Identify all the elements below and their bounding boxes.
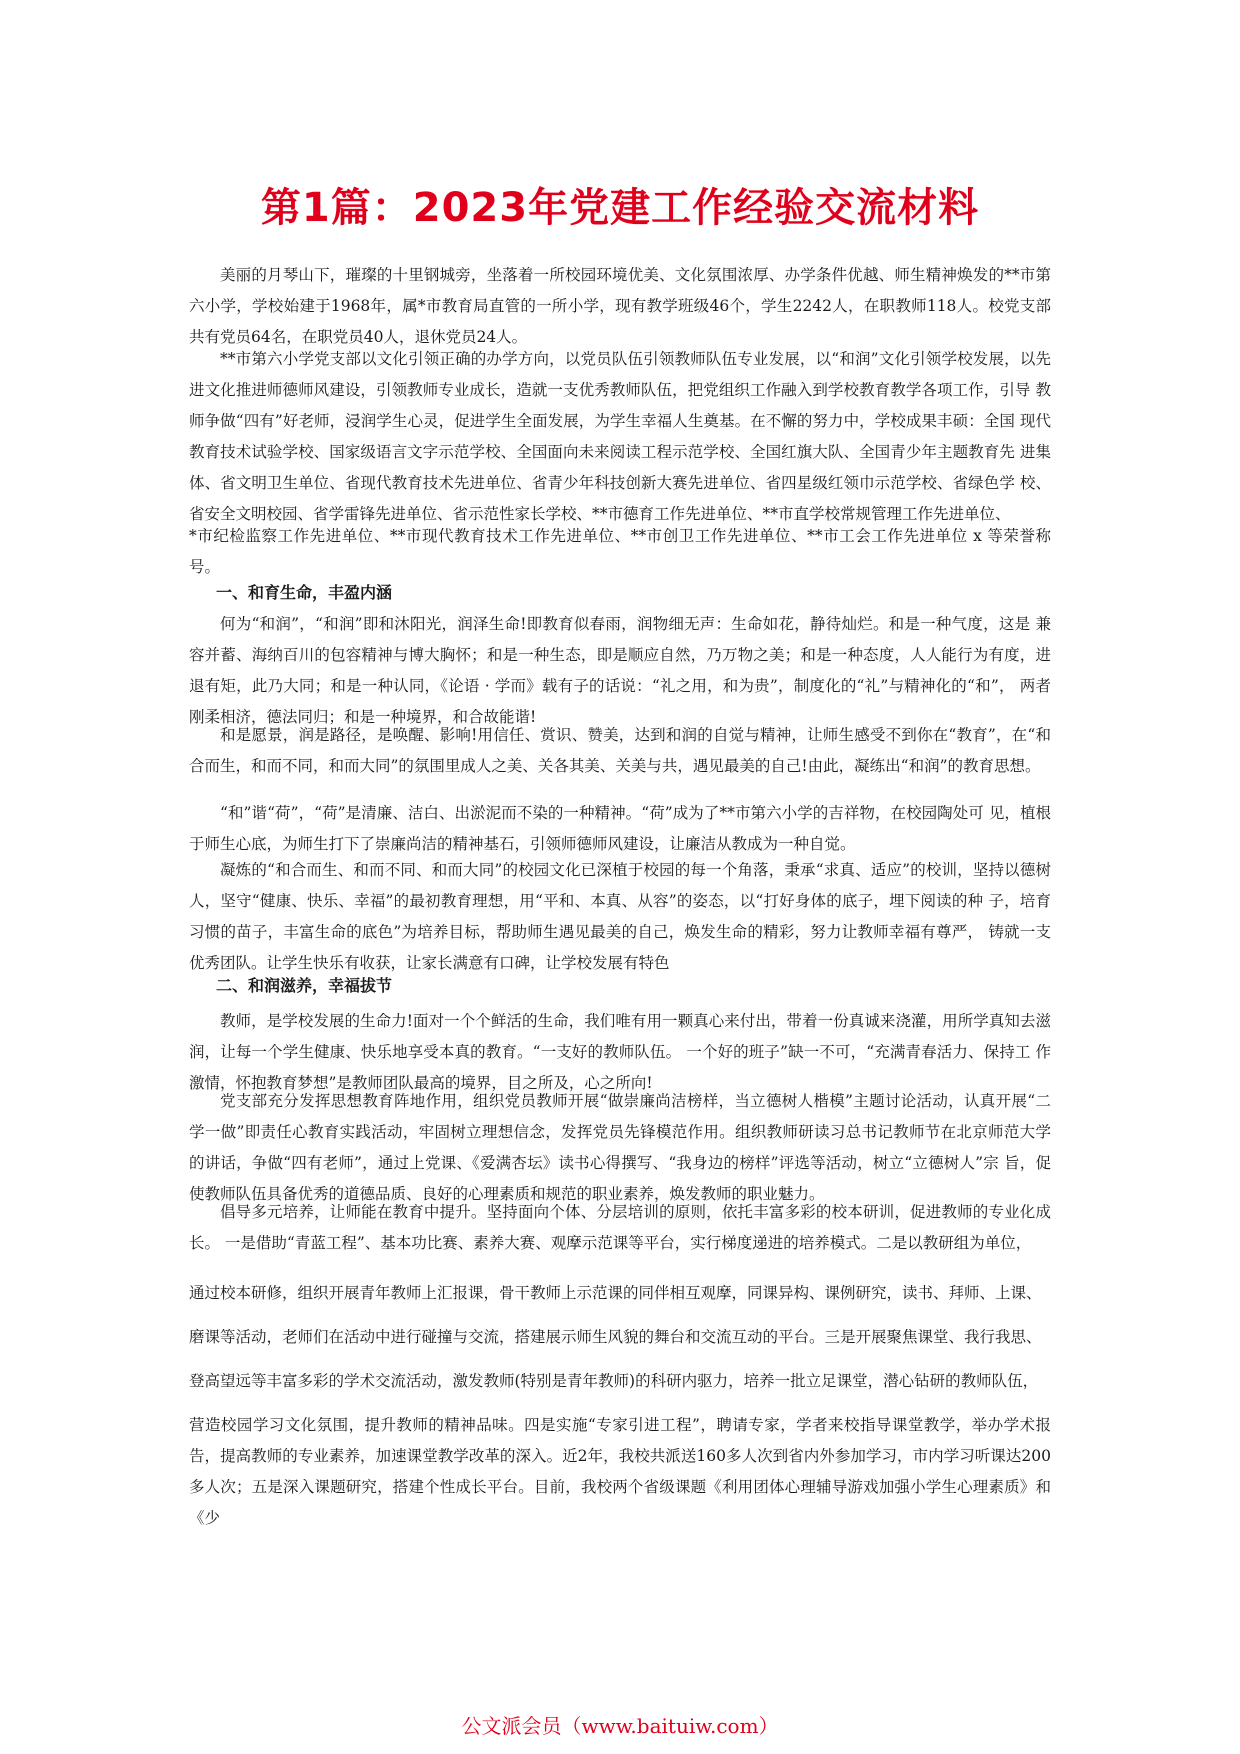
document-title: 第1篇：2023年党建工作经验交流材料 bbox=[260, 185, 980, 231]
paragraph-party-branch: 党支部充分发挥思想教育阵地作用，组织党员教师开展“做崇廉尚洁榜样，当立德树人楷模”主题讨论活动，认真开展“二 学一做”即责任心教育实践活动，牢固树立理想信念，发挥党员先锋模范作用。组织教师研读习总书记教师节在北京师范大学 的讲话，争做“四有老师”，通过上党课、《爱满杏坛》读书心得撰写、“我身边的榜样”评选等活动，树立“立德树人”宗 旨，促使教师队伍具备优秀的道德品质、良好的心理素质和规范的职业素养，焕发教师的职业魅力。 bbox=[189, 1092, 1051, 1203]
paragraph-training: 倡导多元培养，让师能在教育中提升。坚持面向个体、分层培训的原则，依托丰富多彩的校本研训，促进教师的专业化成 长。 一是借助“青蓝工程”、基本功比赛、素养大赛、观摩示范课等平台，实行梯度递进的培养模式。二是以教研组为单位， bbox=[189, 1203, 1051, 1252]
paragraph-herun-meaning: 何为“和润”，“和润”即和沐阳光，润泽生命!即教育似春雨，润物细无声：生命如花，静待灿烂。和是一种气度，这是 兼容并蓄、海纳百川的包容精神与博大胸怀；和是一种生态，即是顺应自然，乃万物之美；和是一种态度，人人能行为有度，进 退有矩，此乃大同；和是一种认同，《论语 · 学而》载有子的话说：“礼之用，和为贵”，制度化的“礼”与精神化的“和”， 两者刚柔相济，德法同归；和是一种境界，和合故能谐! bbox=[189, 615, 1051, 726]
paragraph-line-1: 通过校本研修，组织开展青年教师上汇报课，骨干教师上示范课的同伴相互观摩，同课异构、课例研究，读书、拜师、上课、 bbox=[189, 1284, 1042, 1302]
paragraph-experts: 营造校园学习文化氛围，提升教师的精神品味。四是实施“专家引进工程”，聘请专家，学者来校指导课堂教学，举办学术报告，提高教师的专业素养，加速课堂教学改革的深入。近2年，我校共派送160多人次到省内外参加学习，市内学习听课达200 多人次；五是深入课题研究，搭建个性成长平台。目前，我校两个省级课题《利用团体心理辅导游戏加强小学生心理素质》和《少 bbox=[189, 1416, 1051, 1527]
paragraph-lotus: “和”谐“荷”，“荷”是清廉、洁白、出淤泥而不染的一种精神。“荷”成为了**市第六小学的吉祥物，在校园陶处可 见，植根于师生心底，为师生打下了崇廉尚洁的精神基石，引领师德师风建设，让廉洁从教成为一种自觉。 bbox=[189, 804, 1051, 853]
paragraph-teachers: 教师，是学校发展的生命力!面对一个个鲜活的生命，我们唯有用一颗真心来付出，带着一份真诚来浇灌，用所学真知去滋 润，让每一个学生健康、快乐地享受本真的教育。“一支好的教师队伍。 一个好的班子”缺一不可，“充满青春活力、保持工 作激情，怀抱教育梦想”是教师团队最高的境界，目之所及，心之所向! bbox=[189, 1012, 1051, 1092]
paragraph-line-2: 磨课等活动，老师们在活动中进行碰撞与交流，搭建展示师生风貌的舞台和交流互动的平台。三是开展聚焦课堂、我行我思、 bbox=[189, 1328, 1042, 1346]
section-heading-1: 一、和育生命，丰盈内涵 bbox=[216, 583, 393, 602]
paragraph-line-3: 登高望远等丰富多彩的学术交流活动，激发教师(特别是青年教师)的科研内驱力，培养一批立足课堂，潜心钻研的教师队伍， bbox=[189, 1372, 1039, 1390]
paragraph-honors: *市纪检监察工作先进单位、**市现代教育技术工作先进单位、**市创卫工作先进单位、**市工会工作先进单位 x 等荣誉称号。 bbox=[189, 527, 1051, 576]
paragraph-achievements: **市第六小学党支部以文化引领正确的办学方向，以党员队伍引领教师队伍专业发展，以“和润”文化引领学校发展，以先进文化推进师德师风建设，引领教师专业成长，造就一支优秀教师队伍，把党组织工作融入到学校教育教学各项工作，引导 教师争做“四有”好老师，浸润学生心灵，促进学生全面发展，为学生幸福人生奠基。在不懈的努力中，学校成果丰硕：全国 现代教育技术试验学校、国家级语言文字示范学校、全国面向未来阅读工程示范学校、全国红旗大队、全国青少年主题教育先 进集体、省文明卫生单位、省现代教育技术先进单位、省青少年科技创新大赛先进单位、省四星级红领巾示范学校、省绿色学 校、省安全文明校园、省学雷锋先进单位、省示范性家长学校、**市德育工作先进单位、**市直学校常规管理工作先进单位、 bbox=[189, 350, 1051, 523]
footer-watermark: 公文派会员（www.baituiw.com） bbox=[461, 1714, 779, 1738]
paragraph-intro: 美丽的月琴山下，璀璨的十里钢城旁，坐落着一所校园环境优美、文化氛围浓厚、办学条件优越、师生精神焕发的**市第六小学，学校始建于1968年，属*市教育局直管的一所小学，现有教学班级46个，学生2242人，在职教师118人。校党支部 共有党员64名，在职党员40人，退休党员24人。 bbox=[189, 266, 1051, 346]
paragraph-culture: 凝炼的“和合而生、和而不同、和而大同”的校园文化已深植于校园的每一个角落，秉承“求真、适应”的校训，坚持以德树人，坚守“健康、快乐、幸福”的最初教育理想，用“平和、本真、从容”的姿态，以“打好身体的底子，埋下阅读的种 子，培育习惯的苗子，丰富生命的底色”为培养目标，帮助师生遇见最美的自己，焕发生命的精彩，努力让教师幸福有尊严， 铸就一支优秀团队。让学生快乐有收获，让家长满意有口碑，让学校发展有特色 bbox=[189, 861, 1051, 972]
section-heading-2: 二、和润滋养，幸福拔节 bbox=[216, 976, 393, 995]
paragraph-vision: 和是愿景，润是路径，是唤醒、影响!用信任、赏识、赞美，达到和润的自觉与精神，让师生感受不到你在“教育”，在“和合而生，和而不同，和而大同”的氛围里成人之美、关各其美、关美与共，遇见最美的自己!由此，凝练出“和润”的教育思想。 bbox=[189, 726, 1051, 775]
